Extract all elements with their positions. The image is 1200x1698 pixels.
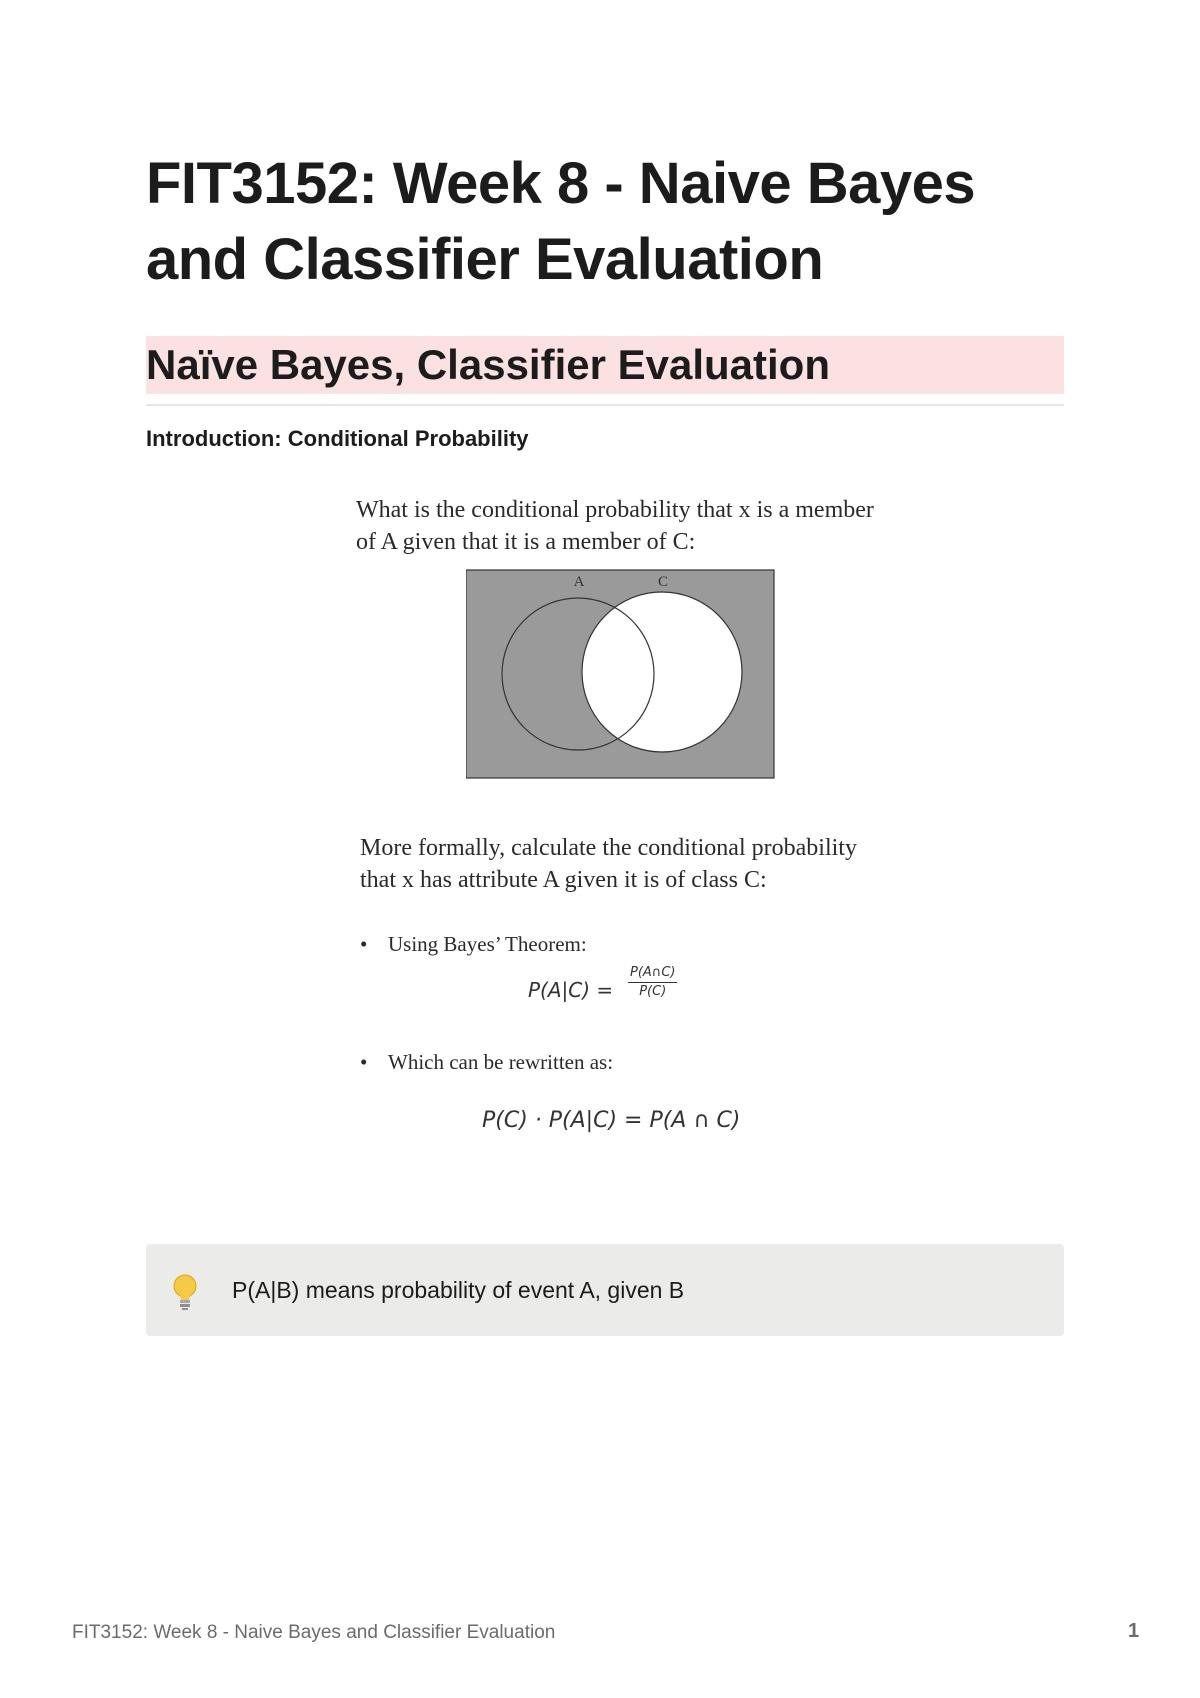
subheading: Introduction: Conditional Probability: [146, 426, 529, 451]
bayes-equation-numerator: P(A∩C): [628, 964, 677, 983]
venn-label-c: C: [657, 574, 669, 590]
callout-text: P(A|B) means probability of event A, given B: [232, 1277, 685, 1303]
product-rule-equation: P(C) · P(A|C) = P(A ∩ C): [482, 1108, 741, 1133]
slide-formal-text: More formally, calculate the conditional probability that x has attribute A given it is of class C:: [360, 835, 857, 893]
section-heading: Naïve Bayes, Classifier Evaluation: [146, 341, 830, 388]
bayes-equation-denominator: P(C): [639, 984, 667, 999]
venn-circle-c: [582, 592, 742, 752]
bayes-equation-fraction: [628, 964, 677, 1001]
bullet-bayes: • Using Bayes’ Theorem:: [360, 932, 587, 956]
bullet-bayes-label: Using Bayes’ Theorem:: [388, 932, 587, 956]
divider: [146, 404, 1064, 406]
slide-question-text: What is the conditional probability that x is a member of A given that it is a member of C:: [356, 497, 874, 555]
footer-title: FIT3152: Week 8 - Naive Bayes and Classifier Evaluation: [72, 1622, 556, 1643]
bayes-equation-lhs: P(A|C) =: [528, 978, 614, 1002]
page-title: FIT3152: Week 8 - Naive Bayes and Classifier Evaluation: [146, 151, 976, 292]
venn-diagram: [466, 564, 776, 780]
callout: [146, 1244, 1064, 1336]
page-number: 1: [1128, 1620, 1140, 1642]
bullet-rewritten-label: Which can be rewritten as:: [388, 1050, 614, 1074]
venn-label-a: A: [573, 574, 585, 590]
lightbulb-icon: [170, 1272, 200, 1312]
bullet-rewritten: • Which can be rewritten as:: [360, 1050, 614, 1074]
